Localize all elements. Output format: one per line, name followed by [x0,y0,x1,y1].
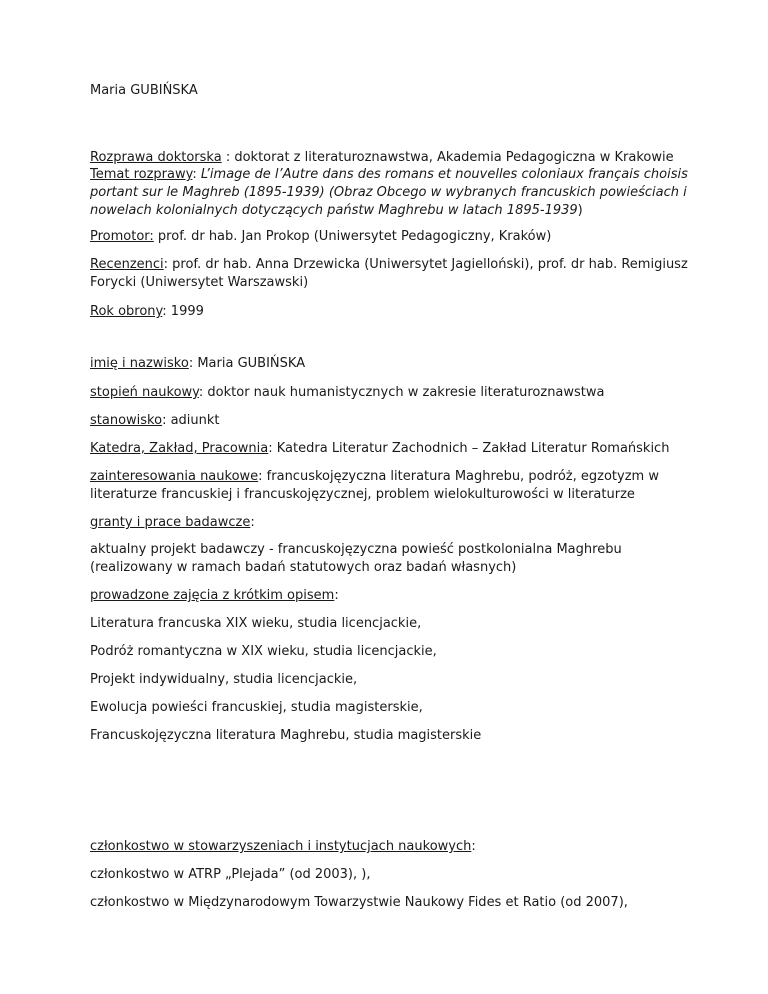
topic-paragraph [90,166,690,220]
course-item: Podróż romantyczna w XIX wieku, studia licencjackie, [90,644,437,659]
memberships-label: członkostwo w stowarzyszeniach i instytucjach naukowych [90,839,472,854]
name-field-line [90,355,690,373]
courses-heading [90,587,690,605]
topic-title: L’image de l’Autre dans des romans et nouvelles coloniaux français choisis portant sur le Maghreb (1895-1939) (Obraz Obcego w wybranych francuskich powieściach i nowelach kolonialnych dotyczących państw Maghrebu w latach 1895-1939 [90,167,688,218]
degree-label: stopień naukowy [90,385,199,400]
reviewers-label: Recenzenci [90,257,164,272]
memberships-heading [90,838,690,856]
courses-label: prowadzone zajęcia z krótkim opisem [90,588,335,603]
grants-body: aktualny projekt badawczy - francuskojęzyczna powieść postkolonialna Maghrebu (realizowany w ramach badań statutowych oraz badań własnych) [90,542,622,575]
reviewers-text: : prof. dr hab. Anna Drzewicka (Uniwersytet Jagielloński), prof. dr hab. Remigiusz Forycki (Uniwersytet Warszawski) [90,257,688,290]
course-item: Projekt indywidualny, studia licencjackie, [90,672,358,687]
promotor-label: Promotor: [90,229,154,244]
topic-label: Temat rozprawy [90,167,193,182]
defense-year-line [90,303,690,321]
thesis-text: : doktorat z literaturoznawstwa, Akademia Pedagogiczna w Krakowie [221,150,674,165]
course-item: Literatura francuska XIX wieku, studia licencjackie, [90,616,422,631]
defense-year-text: : 1999 [162,304,204,319]
name-field-text: : Maria GUBIŃSKA [188,356,306,371]
thesis-line [90,149,690,167]
reviewers-paragraph [90,256,690,292]
promotor-line [90,228,690,246]
grants-heading [90,514,690,532]
degree-text: : doktor nauk humanistycznych w zakresie literaturoznawstwa [198,385,605,400]
grants-label: granty i prace badawcze [90,515,251,530]
header-name: Maria GUBIŃSKA [90,83,198,98]
grants-colon: : [250,515,255,530]
department-line [90,440,690,458]
promotor-text: prof. dr hab. Jan Prokop (Uniwersytet Pedagogiczny, Kraków) [153,229,552,244]
interests-label: zainteresowania naukowe [90,469,259,484]
thesis-label: Rozprawa doktorska [90,150,222,165]
name-field-label: imię i nazwisko [90,356,189,371]
membership-item: członkostwo w ATRP „Plejada” (od 2003), ), [90,867,371,882]
interests-paragraph [90,468,690,504]
topic-sep: : [192,167,201,182]
course-item: Ewolucja powieści francuskiej, studia magisterskie, [90,700,423,715]
position-text: : adiunkt [162,413,220,428]
department-text: : Katedra Literatur Zachodnich – Zakład Literatur Romańskich [268,441,670,456]
department-label: Katedra, Zakład, Pracownia [90,441,269,456]
memberships-colon: : [471,839,476,854]
topic-tail: ) [577,203,583,218]
position-line [90,412,690,430]
degree-line [90,384,690,402]
position-label: stanowisko [90,413,163,428]
interests-text: : francuskojęzyczna literatura Maghrebu, podróż, egzotyzm w literaturze francuskiej i francuskojęzycznej, problem wielokulturowości w literaturze [90,469,659,502]
course-item: Francuskojęzyczna literatura Maghrebu, studia magisterskie [90,728,482,743]
courses-colon: : [334,588,339,603]
defense-year-label: Rok obrony [90,304,163,319]
membership-item: członkostwo w Międzynarodowym Towarzystwie Naukowy Fides et Ratio (od 2007), [90,895,628,910]
